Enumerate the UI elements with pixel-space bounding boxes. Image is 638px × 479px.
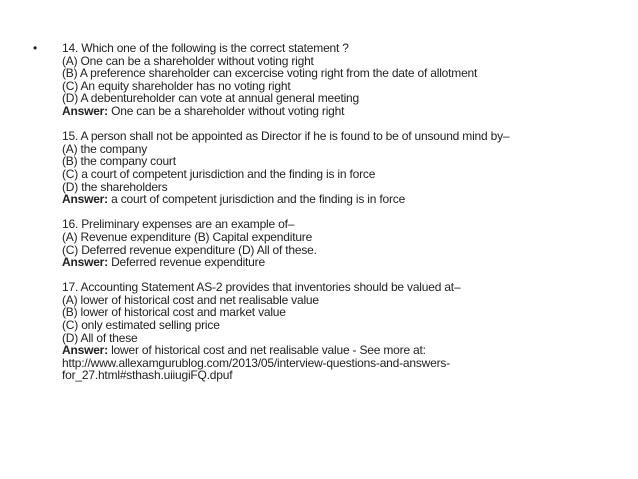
option-c: (C) only estimated selling price [62, 318, 220, 333]
answer-text: a court of competent jurisdiction and the finding is in force [111, 192, 406, 207]
question-text: 17. Accounting Statement AS-2 provides that inventories should be valued at– [62, 280, 461, 295]
option-d: (D) the shareholders [62, 179, 168, 194]
option-c-d: (C) Deferred revenue expenditure (D) All of these. [62, 242, 317, 257]
option-d: (D) A debentureholder can vote at annual general meeting [62, 91, 360, 106]
option-a-b: (A) Revenue expenditure (B) Capital expenditure [62, 229, 313, 244]
source-url-line-2: for_27.html#sthash.uiiugiFQ.dpuf [62, 368, 233, 383]
answer-label: Answer: [62, 192, 108, 207]
question-block-14 [62, 42, 622, 118]
answer-text: Deferred revenue expenditure [111, 255, 265, 270]
answer-label: Answer: [62, 343, 108, 358]
option-b: (B) lower of historical cost and market value [62, 305, 286, 320]
question-text: 16. Preliminary expenses are an example of– [62, 217, 295, 232]
answer-label: Answer: [62, 103, 108, 118]
answer-text: One can be a shareholder without voting right [111, 103, 345, 118]
option-b: (B) the company court [62, 154, 176, 169]
option-c: (C) An equity shareholder has no voting right [62, 78, 291, 93]
answer-line [62, 193, 622, 206]
option-c: (C) a court of competent jurisdiction and the finding is in force [62, 166, 376, 181]
answer-line [62, 105, 622, 118]
question-block-15 [62, 130, 622, 206]
question-text: 15. A person shall not be appointed as Director if he is found to be of unsound mind by– [62, 129, 510, 144]
question-block-17 [62, 281, 622, 382]
answer-line [62, 344, 622, 357]
answer-label: Answer: [62, 255, 108, 270]
source-url-line-1: http://www.allexamgurublog.com/2013/05/interview-questions-and-answers- [62, 355, 450, 370]
option-a: (A) lower of historical cost and net realisable value [62, 292, 319, 307]
option-a: (A) One can be a shareholder without voting right [62, 53, 314, 68]
question-block-16 [62, 218, 622, 268]
answer-line [62, 256, 622, 269]
option-d: (D) All of these [62, 330, 138, 345]
question-text: 14. Which one of the following is the correct statement ? [62, 41, 349, 55]
question-list [62, 42, 622, 382]
option-b: (B) A preference shareholder can excercise voting right from the date of allotment [62, 66, 478, 81]
bullet-marker: • [33, 41, 38, 55]
answer-text: lower of historical cost and net realisable value - See more at: [111, 343, 426, 358]
option-a: (A) the company [62, 141, 148, 156]
